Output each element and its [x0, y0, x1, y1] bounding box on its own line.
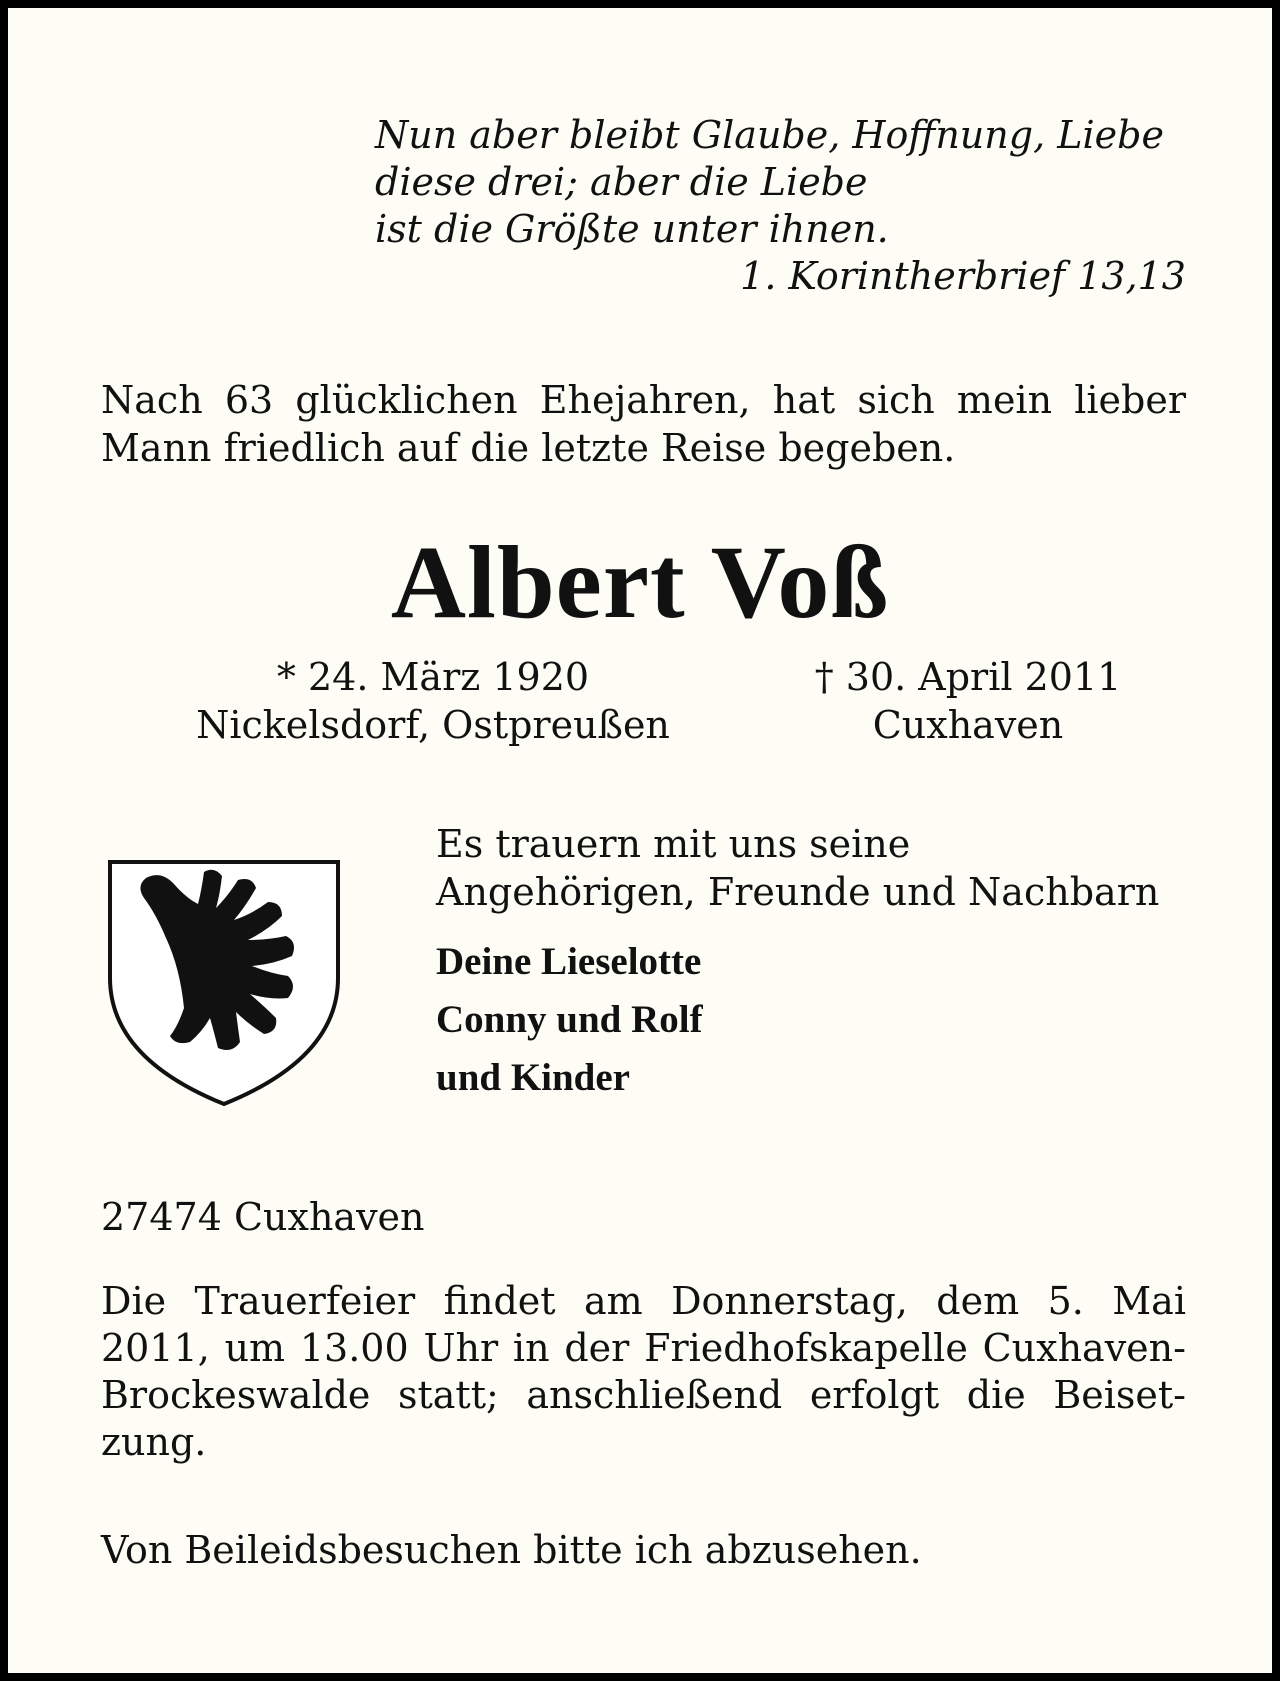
family-names — [436, 933, 703, 1107]
verse-reference: 1. Korintherbrief 13,13 — [740, 254, 1186, 298]
birth-place: Nickelsdorf, Ostpreußen — [196, 703, 670, 747]
family-name: und Kinder — [436, 1056, 630, 1099]
family-name: Conny und Rolf — [436, 998, 703, 1041]
deceased-name: Albert Voß — [390, 525, 890, 640]
service-line: Die Trauerfeier findet am Donnerstag, dem 5. Mai — [101, 1279, 1186, 1323]
family-name: Deine Lieselotte — [436, 940, 702, 983]
birth-date: * 24. März 1920 — [276, 655, 590, 699]
service-line: Brockeswalde statt; anschließend erfolgt die Beiset- — [101, 1373, 1186, 1417]
intro-text: Nach 63 glücklichen Ehejahren, hat sich mein lieber Mann friedlich auf die letzte Reise begeben. — [101, 378, 1186, 470]
service-line: 2011, um 13.00 Uhr in der Friedhofskapelle Cuxhaven- — [101, 1326, 1186, 1370]
service-line: zung. — [101, 1420, 207, 1464]
mourners-line: Angehörigen, Freunde und Nachbarn — [436, 870, 1160, 914]
death-info — [708, 653, 1228, 749]
birth-info — [183, 653, 683, 749]
obituary-card — [8, 8, 1272, 1673]
closing-note: Von Beileidsbesuchen bitte ich abzusehen. — [101, 1528, 922, 1572]
mourners-text — [436, 820, 1196, 916]
death-date: † 30. April 2011 — [814, 655, 1122, 699]
verse-line: ist die Größte unter ihnen. — [375, 207, 889, 251]
verse-line: diese drei; aber die Liebe — [375, 160, 868, 204]
postal-city: 27474 Cuxhaven — [101, 1195, 425, 1239]
mourners-line: Es trauern mit uns seine — [436, 822, 911, 866]
verse-line: Nun aber bleibt Glaube, Hoffnung, Liebe — [375, 113, 1164, 157]
service-info — [101, 1278, 1186, 1466]
death-place: Cuxhaven — [872, 703, 1064, 747]
coat-of-arms-antler-icon — [106, 858, 342, 1108]
bible-verse — [375, 112, 1186, 300]
